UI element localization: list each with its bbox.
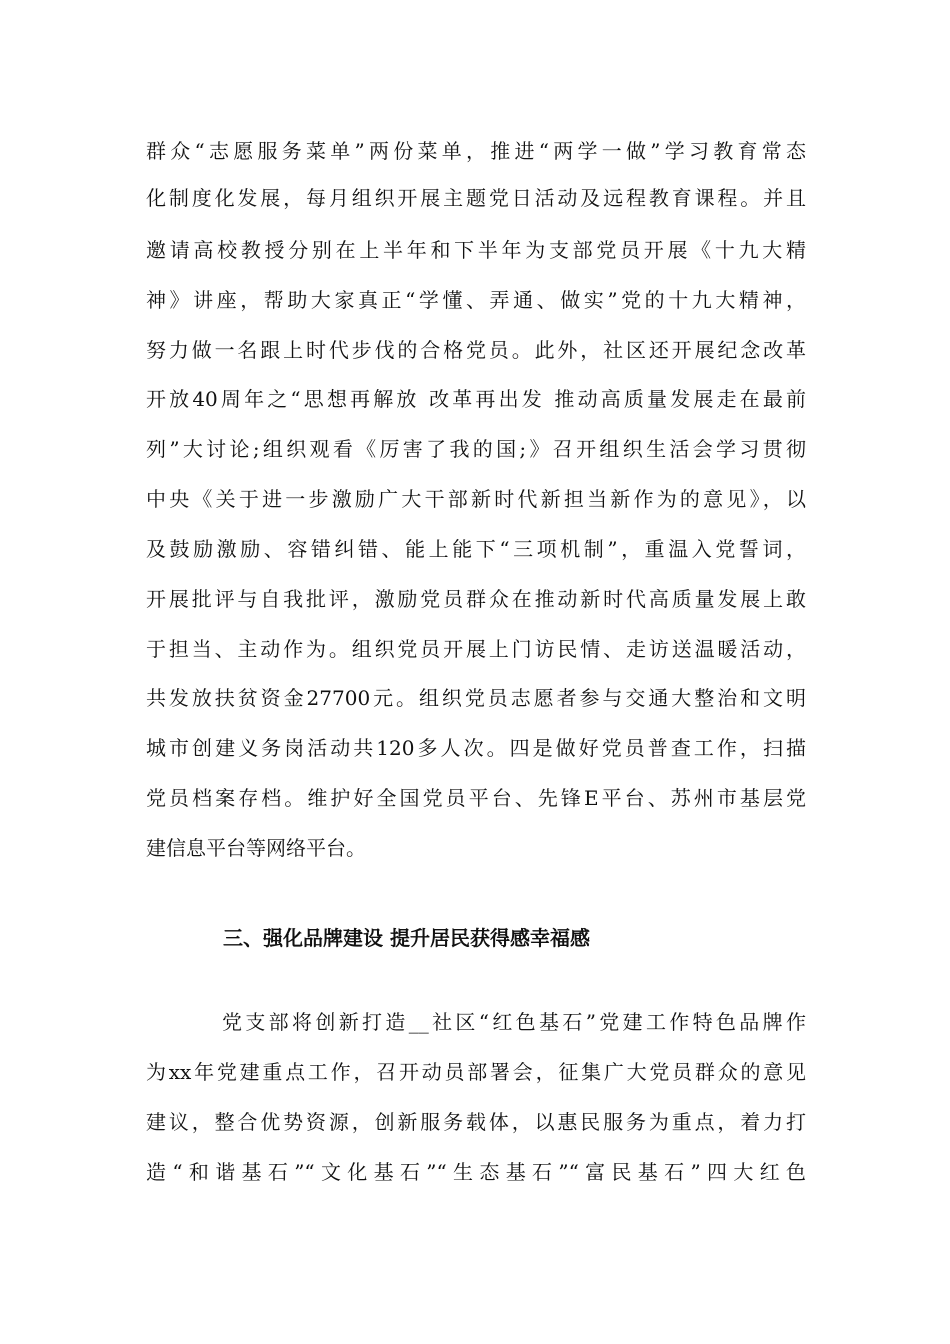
text-line: 化制度化发展，每月组织开展主题党日活动及远程教育课程。并且 (146, 186, 806, 210)
text-line: 党员档案存档。维护好全国党员平台、先锋E平台、苏州市基层党 (146, 786, 806, 810)
text-line: 造“和谐基石”“文化基石”“生态基石”“富民基石”四大红色 (146, 1160, 806, 1184)
text-line: 神》讲座，帮助大家真正“学懂、弄通、做实”党的十九大精神， (146, 288, 806, 312)
text-line: 中央《关于进一步激励广大干部新时代新担当新作为的意见》，以 (146, 487, 806, 511)
text-line: 城市创建义务岗活动共120多人次。四是做好党员普查工作，扫描 (146, 736, 806, 760)
text-line: 建议，整合优势资源，创新服务载体，以惠民服务为重点，着力打 (146, 1110, 806, 1134)
text-line: 列”大讨论;组织观看《厉害了我的国;》召开组织生活会学习贯彻 (146, 437, 806, 461)
text-line: 开展批评与自我批评，激励党员群众在推动新时代高质量发展上敢 (146, 587, 806, 611)
text-line: 群众“志愿服务菜单”两份菜单，推进“两学一做”学习教育常态 (146, 139, 806, 163)
text-line: 开放40周年之“思想再解放 改革再出发 推动高质量发展走在最前 (146, 387, 806, 411)
text-line: 邀请高校教授分别在上半年和下半年为支部党员开展《十九大精 (146, 238, 806, 262)
text-line: 及鼓励激励、容错纠错、能上能下“三项机制”，重温入党誓词， (146, 537, 806, 561)
text-line: 党支部将创新打造__社区“红色基石”党建工作特色品牌作 (222, 1010, 806, 1034)
text-line: 努力做一名跟上时代步伐的合格党员。此外，社区还开展纪念改革 (146, 338, 806, 362)
section-heading: 三、强化品牌建设 提升居民获得感幸福感 (223, 926, 590, 950)
text-line: 为xx年党建重点工作，召开动员部署会，征集广大党员群众的意见 (146, 1060, 806, 1084)
text-line: 于担当、主动作为。组织党员开展上门访民情、走访送温暖活动， (146, 637, 806, 661)
text-line: 建信息平台等网络平台。 (146, 836, 366, 860)
text-line: 共发放扶贫资金27700元。组织党员志愿者参与交通大整治和文明 (146, 686, 806, 710)
